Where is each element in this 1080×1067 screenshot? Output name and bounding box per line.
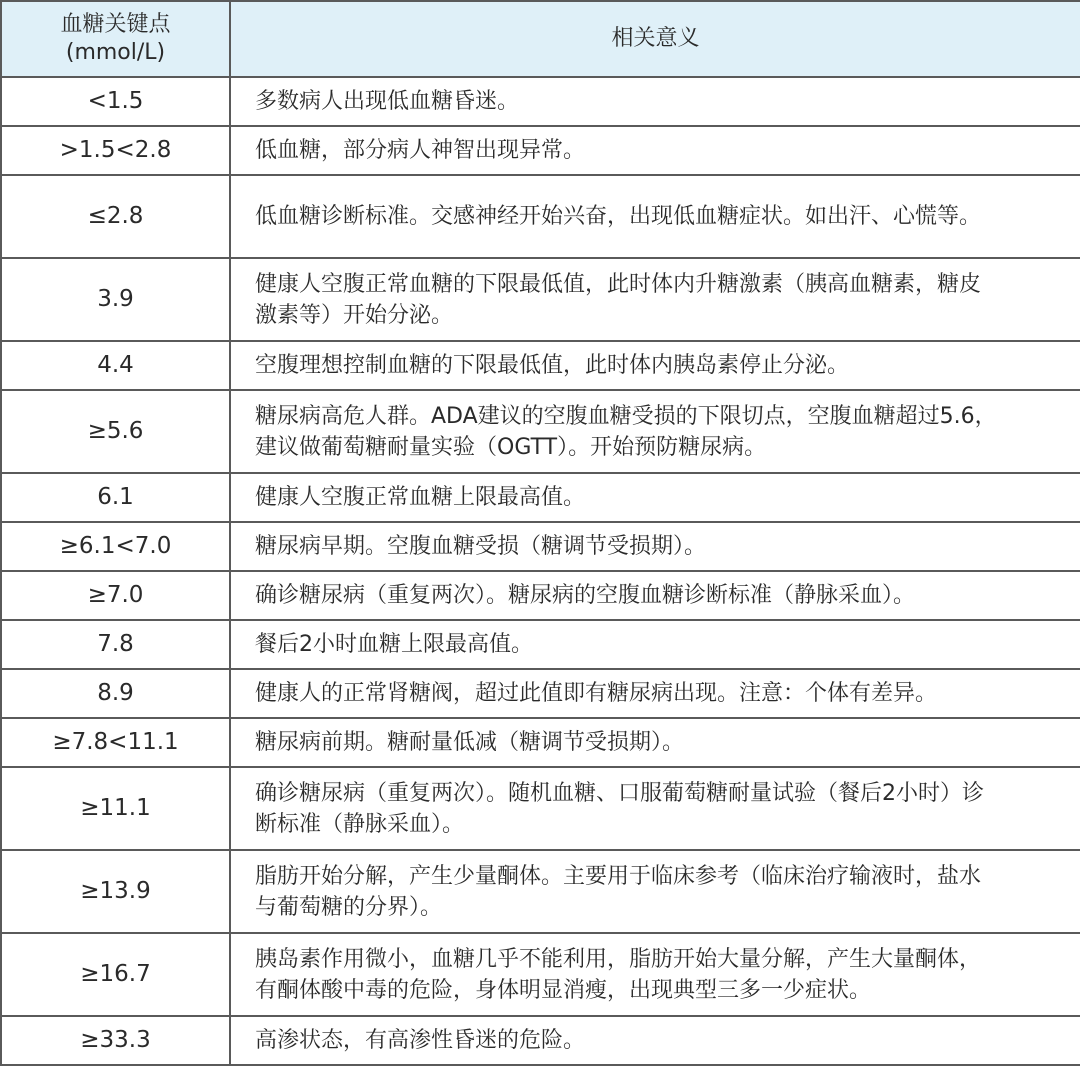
glucose-key-cell: 7.8 — [1, 620, 230, 669]
header-glucose-key — [1, 1, 230, 77]
table-row — [1, 669, 1080, 718]
table-row — [1, 175, 1080, 258]
glucose-key-cell: ≥11.1 — [1, 767, 230, 850]
table-header — [1, 1, 1080, 77]
meaning-cell: 空腹理想控制血糖的下限最低值，此时体内胰岛素停止分泌。 — [230, 341, 1080, 390]
table-row — [1, 258, 1080, 341]
glucose-key-cell: 6.1 — [1, 473, 230, 522]
meaning-cell: 多数病人出现低血糖昏迷。 — [230, 77, 1080, 126]
meaning-cell: 餐后2小时血糖上限最高值。 — [230, 620, 1080, 669]
table-row — [1, 767, 1080, 850]
table-row — [1, 1016, 1080, 1065]
table-row — [1, 390, 1080, 473]
table-row — [1, 473, 1080, 522]
table-row — [1, 933, 1080, 1016]
meaning-cell: 糖尿病高危人群。ADA建议的空腹血糖受损的下限切点，空腹血糖超过5.6，建议做葡萄糖耐量实验（OGTT）。开始预防糖尿病。 — [230, 390, 1080, 473]
meaning-cell: 低血糖诊断标准。交感神经开始兴奋，出现低血糖症状。如出汗、心慌等。 — [230, 175, 1080, 258]
glucose-key-cell: ≤2.8 — [1, 175, 230, 258]
glucose-key-cell: ≥16.7 — [1, 933, 230, 1016]
meaning-cell: 确诊糖尿病（重复两次）。糖尿病的空腹血糖诊断标准（静脉采血）。 — [230, 571, 1080, 620]
meaning-cell: 确诊糖尿病（重复两次）。随机血糖、口服葡萄糖耐量试验（餐后2小时）诊断标准（静脉采血）。 — [230, 767, 1080, 850]
table-body — [1, 77, 1080, 1065]
glucose-key-cell: 8.9 — [1, 669, 230, 718]
meaning-cell: 低血糖，部分病人神智出现异常。 — [230, 126, 1080, 175]
meaning-cell: 脂肪开始分解，产生少量酮体。主要用于临床参考（临床治疗输液时，盐水与葡萄糖的分界）。 — [230, 850, 1080, 933]
meaning-cell: 高渗状态，有高渗性昏迷的危险。 — [230, 1016, 1080, 1065]
glucose-key-cell: 4.4 — [1, 341, 230, 390]
glucose-key-cell: ≥13.9 — [1, 850, 230, 933]
glucose-key-cell: <1.5 — [1, 77, 230, 126]
meaning-cell: 健康人空腹正常血糖上限最高值。 — [230, 473, 1080, 522]
table-row — [1, 571, 1080, 620]
glucose-key-cell: >1.5<2.8 — [1, 126, 230, 175]
table-row — [1, 620, 1080, 669]
table-row — [1, 718, 1080, 767]
glucose-key-cell: ≥5.6 — [1, 390, 230, 473]
table-row — [1, 522, 1080, 571]
header-glucose-key-label: 血糖关键点 — [60, 12, 171, 37]
glucose-key-cell: ≥7.0 — [1, 571, 230, 620]
header-meaning: 相关意义 — [230, 1, 1080, 77]
meaning-cell: 糖尿病前期。糖耐量低减（糖调节受损期）。 — [230, 718, 1080, 767]
glucose-key-cell: ≥6.1<7.0 — [1, 522, 230, 571]
table-row — [1, 850, 1080, 933]
table-row — [1, 341, 1080, 390]
meaning-cell: 健康人空腹正常血糖的下限最低值，此时体内升糖激素（胰高血糖素，糖皮激素等）开始分泌。 — [230, 258, 1080, 341]
meaning-cell: 健康人的正常肾糖阀，超过此值即有糖尿病出现。注意：个体有差异。 — [230, 669, 1080, 718]
table-row — [1, 77, 1080, 126]
meaning-cell: 胰岛素作用微小，血糖几乎不能利用，脂肪开始大量分解，产生大量酮体，有酮体酸中毒的危险，身体明显消瘦，出现典型三多一少症状。 — [230, 933, 1080, 1016]
meaning-cell: 糖尿病早期。空腹血糖受损（糖调节受损期）。 — [230, 522, 1080, 571]
glucose-key-cell: ≥33.3 — [1, 1016, 230, 1065]
glucose-key-cell: 3.9 — [1, 258, 230, 341]
header-glucose-key-unit: (mmol/L) — [65, 40, 166, 65]
glucose-key-cell: ≥7.8<11.1 — [1, 718, 230, 767]
table-row — [1, 126, 1080, 175]
